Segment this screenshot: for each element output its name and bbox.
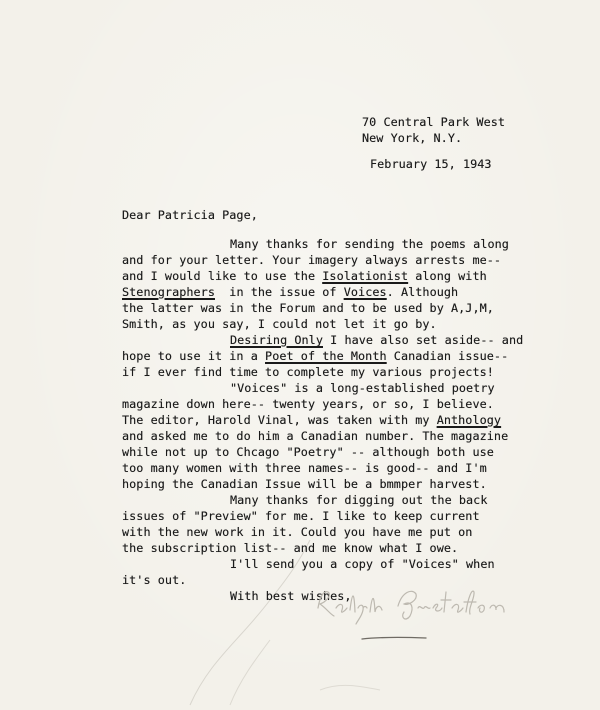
- poem-title-isolationist: Isolationist: [322, 269, 409, 283]
- body-line-8: [122, 348, 508, 364]
- body-line-12: [122, 412, 501, 428]
- body-line-1: Many thanks for sending the poems along: [230, 237, 509, 251]
- body-line-18: issues of "Preview" for me. I like to keep current: [122, 509, 480, 523]
- handwritten-signature: [300, 578, 540, 628]
- body-line-17: Many thanks for digging out the back: [230, 493, 488, 507]
- body-line-5: the latter was in the Forum and to be used by A,J,M,: [122, 301, 494, 315]
- body-line-9: if I ever find time to complete my various projects!: [122, 365, 494, 379]
- body-line-13: and asked me to do him a Canadian number. The magazine: [122, 429, 509, 443]
- book-title-anthology: Anthology: [436, 413, 502, 427]
- body-line-14: while not up to Chcago "Poetry" -- although both use: [122, 445, 494, 459]
- body-line-20: the subscription list-- and me know what I owe.: [122, 541, 459, 555]
- address-line-1: 70 Central Park West: [362, 115, 506, 129]
- body-text: Canadian issue--: [386, 349, 509, 363]
- body-text: . Although: [386, 285, 459, 299]
- feature-poet-of-the-month: Poet of the Month: [265, 349, 387, 363]
- body-text: along with: [408, 269, 487, 283]
- body-line-10: "Voices" is a long-established poetry: [230, 381, 495, 395]
- address-line-2: New York, N.Y.: [362, 131, 463, 145]
- pen-stroke-drawing: [360, 633, 430, 645]
- body-line-21: I'll send you a copy of "Voices" when: [230, 557, 495, 571]
- body-line-19: with the new work in it. Could you have me put on: [122, 525, 473, 539]
- body-line-16: hoping the Canadian Issue will be a bmmper harvest.: [122, 477, 487, 491]
- body-text: The editor, Harold Vinal, was taken with my: [122, 413, 437, 427]
- body-text: hope to use it in a: [122, 349, 266, 363]
- poem-title-desiring-only: Desiring Only: [230, 333, 323, 347]
- body-line-15: too many women with three names-- is good-- and I'm: [122, 461, 487, 475]
- body-text: I have also set aside-- and: [322, 333, 524, 347]
- body-line-7: [230, 332, 523, 348]
- body-line-6: Smith, as you say, I could not let it go by.: [122, 317, 437, 331]
- body-text: in the issue of: [214, 285, 344, 299]
- poem-title-stenographers: Stenographers: [122, 285, 215, 299]
- signature-drawing: [300, 578, 540, 628]
- body-text: and I would like to use the: [122, 269, 323, 283]
- body-line-22: it's out.: [122, 573, 187, 587]
- body-line-11: magazine down here-- twenty years, or so, I believe.: [122, 397, 494, 411]
- letter-date: February 15, 1943: [370, 157, 492, 171]
- closing: With best wishes,: [230, 589, 352, 603]
- body-line-3: [122, 268, 487, 284]
- salutation: Dear Patricia Page,: [122, 208, 258, 222]
- body-line-4: [122, 284, 458, 300]
- magazine-title-voices: Voices: [343, 285, 387, 299]
- pen-stroke: [360, 630, 430, 649]
- body-line-2: and for your letter. Your imagery always arrests me--: [122, 253, 502, 267]
